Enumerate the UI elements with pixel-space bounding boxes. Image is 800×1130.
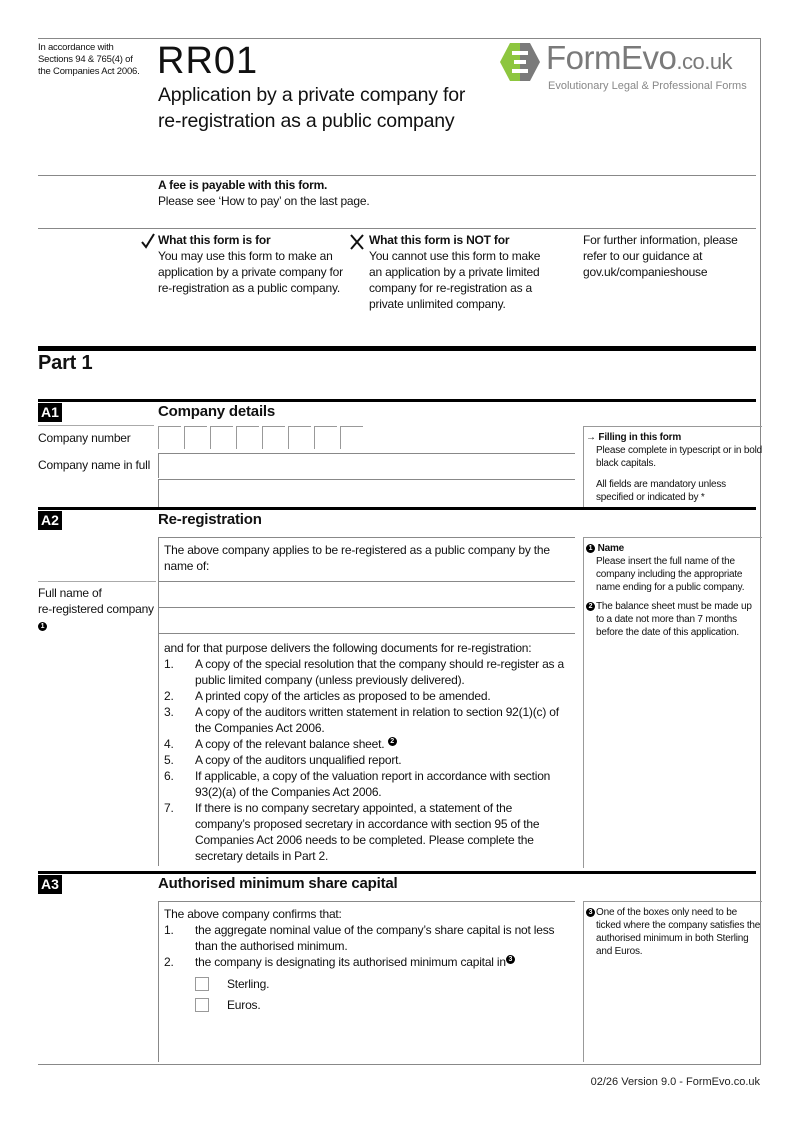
share-capital-item: 2. the company is designating its authorised minimum capital in 3 — [164, 954, 570, 970]
document-item: 6. If applicable, a copy of the valuation report in accordance with section 93(2)(a) of the Companies Act 2006. — [164, 769, 551, 799]
check-icon — [140, 233, 156, 249]
company-number-digit[interactable] — [210, 426, 233, 449]
company-number-digit[interactable] — [184, 426, 207, 449]
fee-notice-heading: A fee is payable with this form. — [158, 178, 328, 192]
form-not-purpose-line: You cannot use this form to make — [369, 249, 541, 263]
note-3-icon: 3 — [506, 955, 515, 964]
legal-line: the Companies Act 2006. — [38, 66, 140, 77]
company-number-digit[interactable] — [262, 426, 285, 449]
logo-wordmark: FormEvo.co.uk — [546, 39, 733, 76]
legal-line: In accordance with — [38, 42, 114, 53]
guidance-heading: Name — [597, 543, 625, 554]
note-2-icon: 2 — [586, 602, 595, 611]
company-number-digit[interactable] — [236, 426, 259, 449]
company-name-input-line2[interactable] — [158, 479, 575, 508]
sterling-checkbox[interactable] — [195, 977, 209, 991]
form-not-purpose — [369, 232, 569, 312]
arrow-right-icon: → — [586, 432, 596, 443]
documents-list-box — [158, 633, 575, 866]
form-title-line: re-registration as a public company — [158, 110, 455, 132]
company-number-digit[interactable] — [288, 426, 311, 449]
formevo-logo — [500, 39, 760, 98]
divider — [38, 175, 756, 176]
reregistration-intro — [158, 537, 575, 581]
section-divider — [38, 871, 756, 874]
section-divider — [38, 507, 756, 510]
further-info-line: refer to our guidance at — [583, 249, 703, 263]
documents-intro: and for that purpose delivers the following documents for re-registration: — [164, 641, 532, 655]
guidance-share-capital — [583, 901, 762, 1062]
note-3-icon: 3 — [586, 908, 595, 917]
document-item: 4. A copy of the relevant balance sheet. 2 — [164, 736, 570, 752]
full-name-label — [38, 586, 154, 632]
form-purpose-line: re-registration as a public company. — [158, 281, 340, 295]
full-name-label-line: re-registered company — [38, 602, 154, 616]
further-info-line: For further information, please — [583, 233, 738, 247]
guidance-filling-form — [583, 426, 762, 507]
company-number-digit[interactable] — [340, 426, 363, 449]
divider — [38, 581, 156, 582]
full-name-label-line: Full name of — [38, 586, 102, 600]
section-badge-a1: A1 — [38, 403, 62, 422]
company-name-input[interactable] — [158, 453, 575, 478]
section-title-a2: Re-registration — [158, 511, 262, 528]
full-name-input[interactable] — [158, 581, 575, 608]
document-item: 1. A copy of the special resolution that the company should re-register as a public limited company (unless previously delivered). — [164, 657, 564, 687]
form-not-purpose-line: company for re-registration as a — [369, 281, 533, 295]
divider — [38, 228, 756, 229]
document-item: 7. If there is no company secretary appointed, a statement of the company’s proposed secretary in accordance with section 95 of the Companies Act 2006 needs to be completed. Please complete the secretary details in Part 2. — [164, 801, 540, 863]
logo-tagline: Evolutionary Legal & Professional Forms — [548, 80, 747, 92]
bottom-rule — [38, 1064, 761, 1065]
guidance-text: The balance sheet must be made up to a date not more than 7 months before the date of this application. — [596, 601, 752, 638]
reregistration-intro-text: The above company applies to be re-registered as a public company by the name of: — [164, 543, 550, 573]
further-information — [583, 232, 758, 280]
form-code: RR01 — [157, 40, 259, 82]
company-name-label: Company name in full — [38, 458, 151, 472]
share-capital-item: 1. the aggregate nominal value of the company’s share capital is not less than the authorised minimum. — [164, 923, 555, 953]
guidance-text: One of the boxes only need to be ticked where the company satisfies the authorised minimum in both Sterling and Euros. — [596, 907, 761, 957]
fee-notice-text: Please see ‘How to pay’ on the last page. — [158, 194, 370, 208]
part-title: Part 1 — [38, 352, 93, 374]
share-capital-intro: The above company confirms that: — [164, 907, 342, 921]
share-capital-list — [164, 922, 570, 970]
form-purpose — [158, 232, 358, 296]
form-title-line: Application by a private company for — [158, 84, 466, 106]
sterling-label: Sterling. — [227, 977, 270, 991]
section-badge-a2: A2 — [38, 511, 62, 530]
guidance-heading: Filling in this form — [598, 432, 682, 443]
euros-checkbox[interactable] — [195, 998, 209, 1012]
guidance-reregistration — [583, 537, 762, 868]
legal-line: Sections 94 & 765(4) of — [38, 54, 133, 65]
footer-version: 02/26 Version 9.0 - FormEvo.co.uk — [590, 1076, 760, 1088]
guidance-link[interactable]: gov.uk/companieshouse — [583, 265, 708, 279]
full-name-input-line2[interactable] — [158, 607, 575, 634]
guidance-text: Please insert the full name of the company including the appropriate name ending for a public company. — [596, 556, 745, 593]
note-1-icon: 1 — [586, 544, 595, 553]
divider — [38, 425, 154, 426]
guidance-text: All fields are mandatory unless specified or indicated by * — [596, 479, 726, 503]
cross-icon — [350, 234, 364, 250]
form-purpose-line: application by a private company for — [158, 265, 343, 279]
form-title — [158, 82, 465, 134]
legal-reference — [38, 42, 153, 78]
document-item: 3. A copy of the auditors written statement in relation to section 92(1)(c) of the Companies Act 2006. — [164, 705, 559, 735]
share-capital-box — [158, 901, 575, 1062]
form-not-purpose-line: an application by a private limited — [369, 265, 540, 279]
note-2-icon: 2 — [388, 737, 397, 746]
document-item: 2. A printed copy of the articles as proposed to be amended. — [164, 689, 491, 703]
form-purpose-line: You may use this form to make an — [158, 249, 333, 263]
form-purpose-heading: What this form is for — [158, 233, 271, 247]
euros-label: Euros. — [227, 998, 261, 1012]
form-not-purpose-heading: What this form is NOT for — [369, 233, 510, 247]
part-divider — [38, 346, 756, 351]
section-badge-a3: A3 — [38, 875, 62, 894]
form-not-purpose-line: private unlimited company. — [369, 297, 506, 311]
section-title-a1: Company details — [158, 403, 276, 420]
company-number-digit[interactable] — [158, 426, 181, 449]
company-number-label: Company number — [38, 431, 131, 445]
section-divider — [38, 399, 756, 402]
note-1-icon: 1 — [38, 622, 47, 631]
formevo-hexagon-icon — [500, 43, 540, 81]
document-item: 5. A copy of the auditors unqualified report. — [164, 753, 402, 767]
guidance-text: Please complete in typescript or in bold black capitals. — [596, 445, 762, 469]
documents-list — [164, 656, 570, 864]
company-number-digit[interactable] — [314, 426, 337, 449]
section-title-a3: Authorised minimum share capital — [158, 875, 398, 892]
